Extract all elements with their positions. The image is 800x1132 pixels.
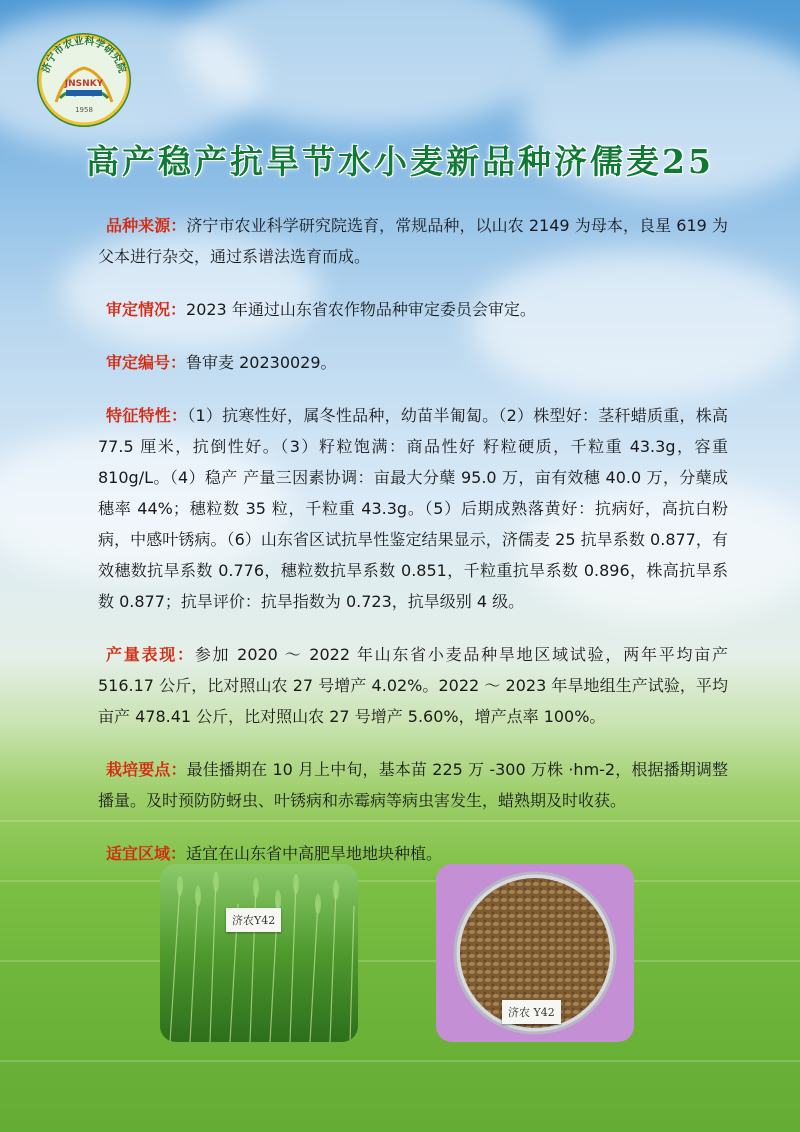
grain-variety-tag: 济农 Y42 (502, 1000, 561, 1024)
section-text: 参加 2020 ～ 2022 年山东省小麦品种旱地区域试验，两年平均亩产 516.17 公斤，比对照山农 27 号增产 4.02%。2022 ～ 2023 年旱地组生产试验，平均亩产 478.41 公斤，比对照山农 27 号增产 5.60%，增产点率 100%。 (98, 645, 728, 726)
logo-ring-text: 济宁市农业科学研究院 (40, 35, 128, 75)
section-text: 济宁市农业科学研究院选育，常规品种，以山农 2149 为母本，良星 619 为父本进行杂交，通过系谱法选育而成。 (98, 216, 728, 266)
section-text: 最佳播期在 10 月上中旬，基本苗 225 万 -300 万株 ·hm-2，根据播期调整播量。及时预防防蚜虫、叶锈病和赤霉病等病虫害发生，蜡熟期及时收获。 (98, 760, 728, 810)
section-text: 2023 年通过山东省农作物品种审定委员会审定。 (186, 300, 536, 319)
section-yield (98, 639, 728, 732)
field-row (0, 960, 800, 962)
wheat-variety-tag: 济农Y42 (226, 908, 281, 932)
content-body (98, 210, 728, 891)
section-variety-source (98, 210, 728, 272)
field-row (0, 1060, 800, 1062)
section-cultivation (98, 754, 728, 816)
logo-abbr: JNSNKY (64, 79, 104, 89)
section-approval-number (98, 347, 728, 378)
section-label: 审定情况： (106, 300, 187, 319)
section-label: 审定编号： (106, 353, 187, 372)
section-label: 特征特性： (106, 406, 188, 425)
section-text: 鲁审麦 20230029。 (186, 353, 337, 372)
section-text: 适宜在山东省中高肥旱地地块种植。 (186, 844, 443, 863)
section-label: 适宜区域： (106, 844, 187, 863)
section-text: （1）抗寒性好，属冬性品种，幼苗半匍匐。（2）株型好：茎秆蜡质重，株高 77.5 厘米，抗倒性好。（3）籽粒饱满：商品性好 籽粒硬质，千粒重 43.3g，容重 810g/L。（4）稳产 产量三因素协调：亩最大分蘖 95.0 万，亩有效穗 40.0 万，分蘖成穗率 44%；穗粒数 35 粒，千粒重 43.3g。（5）后期成熟落黄好：抗病好，高抗白粉病，中感叶锈病。（6）山东省区试抗旱性鉴定结果显示，济儒麦 25 抗旱系数 0.877，有效穗数抗旱系数 0.776，穗粒数抗旱系数 0.851，千粒重抗旱系数 0.896，株高抗旱系数 0.877；抗旱评价：抗旱指数为 0.723，抗旱级别 4 级。 (98, 406, 728, 611)
section-characteristics (98, 400, 728, 617)
section-approval-status (98, 294, 728, 325)
logo-year: 1958 (75, 106, 93, 114)
wheat-field-photo (160, 864, 358, 1042)
section-label: 产量表现： (106, 645, 195, 664)
section-label: 栽培要点： (106, 760, 187, 779)
grain-dish-photo (436, 864, 634, 1042)
page-title: 高产稳产抗旱节水小麦新品种济儒麦25 (86, 142, 714, 181)
section-label: 品种来源： (106, 216, 187, 235)
institute-logo (36, 32, 132, 128)
